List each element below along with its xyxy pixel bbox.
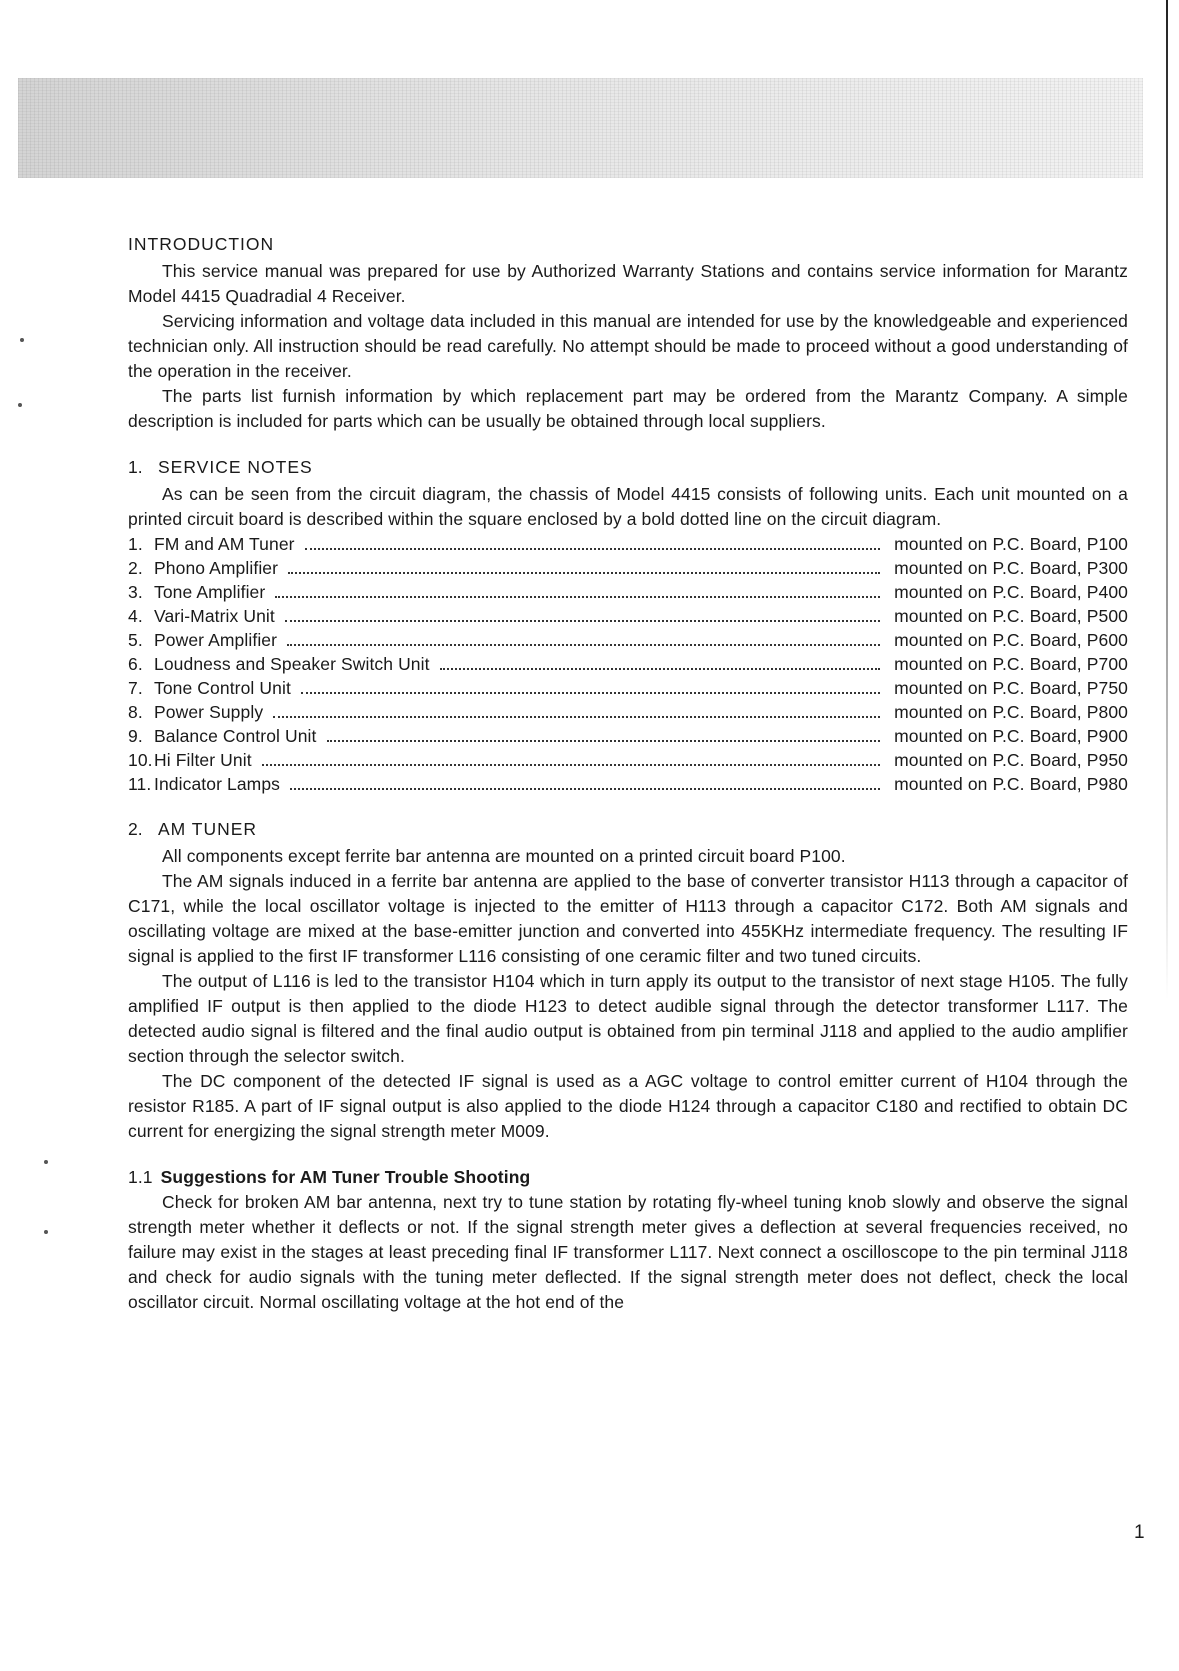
dot-leader (305, 548, 880, 550)
unit-name: Vari-Matrix Unit (154, 606, 275, 626)
dot-leader (287, 644, 880, 646)
page-content (128, 232, 1128, 1315)
unit-list (128, 532, 1128, 796)
unit-number: 5. (128, 630, 143, 650)
section-number: 1. (128, 457, 143, 477)
trouble-shooting-section (128, 1165, 1128, 1315)
unit-number: 1. (128, 534, 143, 554)
unit-name: Power Supply (154, 702, 264, 722)
unit-board: mounted on P.C. Board, P300 (894, 558, 1128, 578)
unit-list-item (128, 556, 1128, 580)
page-number: 1 (1134, 1522, 1145, 1543)
unit-number: 7. (128, 678, 143, 698)
am-tuner-paragraph-4: The DC component of the detected IF signal is used as a AGC voltage to control emitter current of H104 through the resistor R185. A part of IF signal output is also applied to the diode H124 through a capacitor C180 and rectified to obtain DC current for energizing the signal strength meter M009. (128, 1071, 1128, 1141)
unit-board: mounted on P.C. Board, P900 (894, 726, 1128, 746)
scan-noise-band (18, 78, 1143, 178)
dot-leader (273, 716, 880, 718)
subsection-title: Suggestions for AM Tuner Trouble Shooting (160, 1167, 531, 1187)
dot-leader (262, 764, 880, 766)
dot-leader (275, 596, 880, 598)
margin-dot (18, 403, 22, 407)
trouble-shooting-heading (128, 1165, 1128, 1190)
unit-number: 3. (128, 582, 143, 602)
dot-leader (440, 668, 880, 670)
unit-list-item (128, 532, 1128, 556)
unit-number: 9. (128, 726, 143, 746)
trouble-shooting-paragraph: Check for broken AM bar antenna, next try to tune station by rotating fly-wheel tuning knob slowly and observe the signal strength meter whether it deflects or not. If the signal strength meter gives a deflection at several frequencies received, no failure may exist in the stages at least preceding final IF transformer L117. Next connect a oscilloscope to the pin terminal J118 and check for audio signals with the tuning meter deflected. If the signal strength meter does not deflect, check the local oscillator circuit. Normal oscillating voltage at the hot end of the (128, 1192, 1128, 1312)
am-tuner-heading (128, 817, 1128, 842)
unit-name: Indicator Lamps (154, 774, 281, 794)
unit-name: Loudness and Speaker Switch Unit (154, 654, 430, 674)
intro-paragraph-2: Servicing information and voltage data included in this manual are intended for use by the knowledgeable and experienced technician only. All instruction should be read carefully. No attempt should be made to proceed without a good understanding of the operation in the receiver. (128, 311, 1128, 381)
unit-list-item (128, 700, 1128, 724)
unit-name: Balance Control Unit (154, 726, 317, 746)
unit-number: 10. (128, 750, 153, 770)
service-notes-section (128, 455, 1128, 796)
unit-board: mounted on P.C. Board, P500 (894, 606, 1128, 626)
section-number: 2. (128, 819, 143, 839)
unit-name: Hi Filter Unit (154, 750, 252, 770)
service-notes-heading (128, 455, 1128, 480)
unit-list-item (128, 604, 1128, 628)
unit-list-item (128, 652, 1128, 676)
unit-board: mounted on P.C. Board, P600 (894, 630, 1128, 650)
am-tuner-section (128, 817, 1128, 1144)
unit-board: mounted on P.C. Board, P750 (894, 678, 1128, 698)
dot-leader (285, 620, 880, 622)
intro-paragraph-1: This service manual was prepared for use by Authorized Warranty Stations and contains service information for Marantz Model 4415 Quadradial 4 Receiver. (128, 261, 1128, 306)
scan-edge-line (1166, 0, 1168, 1000)
unit-board: mounted on P.C. Board, P980 (894, 774, 1128, 794)
margin-dot (44, 1160, 48, 1164)
introduction-section (128, 232, 1128, 434)
dot-leader (290, 788, 880, 790)
service-notes-intro: As can be seen from the circuit diagram, the chassis of Model 4415 consists of following units. Each unit mounted on a printed circuit board is described within the square enclosed by a bold dotted line on the circuit diagram. (128, 484, 1128, 529)
unit-list-item (128, 724, 1128, 748)
unit-list-item (128, 748, 1128, 772)
unit-number: 8. (128, 702, 143, 722)
unit-board: mounted on P.C. Board, P700 (894, 654, 1128, 674)
dot-leader (288, 572, 880, 574)
unit-number: 2. (128, 558, 143, 578)
unit-name: Phono Amplifier (154, 558, 279, 578)
intro-paragraph-3: The parts list furnish information by which replacement part may be ordered from the Marantz Company. A simple description is included for parts which can be usually be obtained through local suppliers. (128, 386, 1128, 431)
margin-dot (20, 338, 24, 342)
unit-name: Power Amplifier (154, 630, 278, 650)
introduction-heading: INTRODUCTION (128, 234, 275, 254)
unit-list-item (128, 772, 1128, 796)
margin-dot (44, 1230, 48, 1234)
unit-list-item (128, 628, 1128, 652)
unit-number: 11. (128, 774, 152, 794)
dot-leader (327, 740, 881, 742)
unit-board: mounted on P.C. Board, P400 (894, 582, 1128, 602)
unit-name: FM and AM Tuner (154, 534, 295, 554)
unit-board: mounted on P.C. Board, P800 (894, 702, 1128, 722)
unit-number: 4. (128, 606, 143, 626)
am-tuner-paragraph-3: The output of L116 is led to the transistor H104 which in turn apply its output to the transistor of next stage H105. The fully amplified IF output is then applied to the diode H123 to detect audible signal through the detector transformer L117. The detected audio signal is filtered and the final audio output is obtained from pin terminal J118 and applied to the audio amplifier section through the selector switch. (128, 971, 1128, 1066)
am-tuner-paragraph-2: The AM signals induced in a ferrite bar antenna are applied to the base of converter transistor H113 through a capacitor of C171, while the local oscillator voltage is injected to the emitter of H113 through a capacitor C172. Both AM signals and oscillating voltage are mixed at the base-emitter junction and converted into 455KHz intermediate frequency. The resulting IF signal is applied to the first IF transformer L116 consisting of one ceramic filter and two tuned circuits. (128, 871, 1128, 966)
dot-leader (301, 692, 880, 694)
unit-number: 6. (128, 654, 143, 674)
section-title: AM TUNER (158, 819, 258, 839)
unit-name: Tone Amplifier (154, 582, 266, 602)
unit-list-item (128, 580, 1128, 604)
am-tuner-paragraph-1: All components except ferrite bar antenna are mounted on a printed circuit board P100. (162, 846, 846, 866)
unit-list-item (128, 676, 1128, 700)
unit-name: Tone Control Unit (154, 678, 291, 698)
unit-board: mounted on P.C. Board, P950 (894, 750, 1128, 770)
subsection-number: 1.1 (128, 1167, 153, 1187)
unit-board: mounted on P.C. Board, P100 (894, 534, 1128, 554)
section-title: SERVICE NOTES (158, 457, 313, 477)
